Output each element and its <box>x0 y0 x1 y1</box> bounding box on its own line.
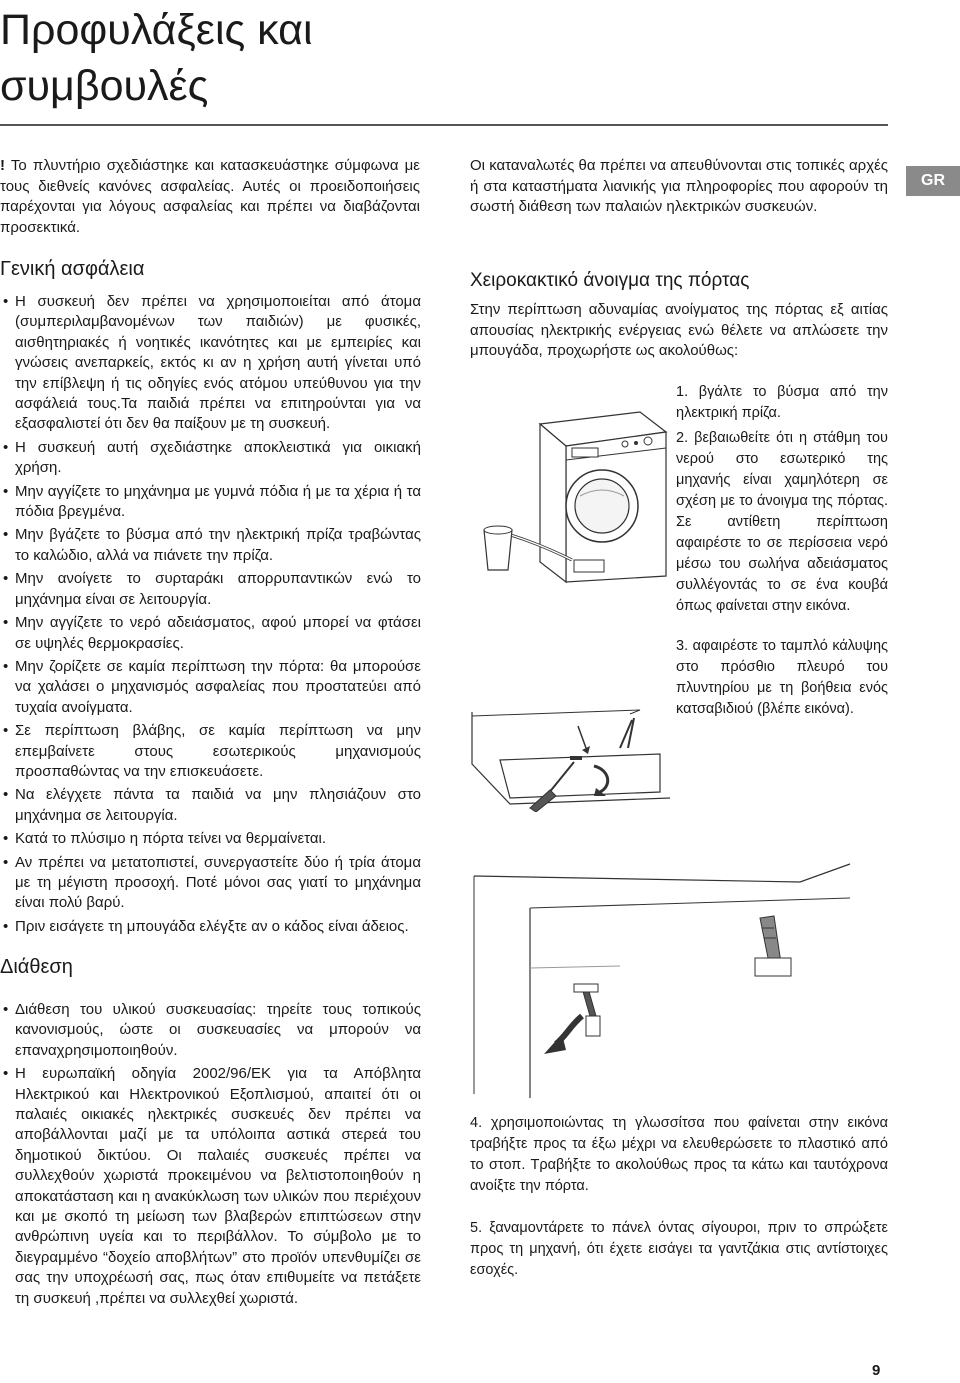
bullet-icon: • <box>3 830 9 848</box>
warning-mark: ! <box>0 157 5 174</box>
consumer-note: Οι καταναλωτές θα πρέπει να απευθύνονται στις τοπικές αρχές ή στα καταστήματα λιανικής για πληροφορίες που αφορούν τη σωστή διάθεση των παλαιών ηλεκτρικών συσκευών. <box>470 157 888 215</box>
bullet-icon: • <box>3 917 9 935</box>
list-item <box>3 657 421 718</box>
title-divider <box>0 124 888 126</box>
list-item <box>3 613 421 654</box>
list-item-text: Αν πρέπει να μετατοπιστεί, συνεργαστείτε δύο ή τρία άτομα με τη μέγιστη προσοχή. Ποτέ μόνοι σας γιατί το μηχάνημα είναι πολύ βαρύ. <box>15 853 421 912</box>
panel-removal-illustration <box>470 708 670 812</box>
list-item-text: Κατά το πλύσιμο η πόρτα τείνει να θερμαίνεται. <box>15 830 327 848</box>
page-title: Προφυλάξεις και συμβουλές <box>0 6 313 110</box>
bullet-icon: • <box>3 438 9 456</box>
bullet-icon: • <box>3 1065 9 1083</box>
intro-paragraph <box>0 156 420 238</box>
list-item <box>3 1000 421 1061</box>
list-item <box>3 482 421 523</box>
list-item-text: Σε περίπτωση βλάβης, σε καμία περίπτωση να μην επεμβαίνετε στους εσωτερικούς μηχανισμούς προσπαθώντας να την επισκευάσετε. <box>15 722 421 780</box>
list-item-text: Η ευρωπαϊκή οδηγία 2002/96/ΕΚ για τα Απόβλητα Ηλεκτρικού και Ηλεκτρονικού Εξοπλισμού, απαιτεί ότι οι παλαιές οικιακές ηλεκτρικές συσκευές δεν πρέπει να αποβάλλονται μαζί με τα υπόλοιπα αστικά στερεά του δημοτικού δικτύου. Οι παλαιές συσκευές πρέπει να συλλεχθούν χωριστά προκειμένου να βελτιστοποιηθούν η αποκατάσταση και η ανακύκλωση των υλικών που περιέχουν και με σκοπό τη μείωση των βλαβερών επιπτώσεων στην ανθρώπινη υγεία και το περιβάλλον. Το σύμβολο με το διεγραμμένο “δοχείο αποβλήτων” στο προϊόν υπενθυμίζει σε σας την υποχρέωσή σας, πως όταν επιθυμείτε να πετάξετε τη συσκευή ,πρέπει να συλλεχθεί χωριστά. <box>15 1065 421 1307</box>
bullet-icon: • <box>3 293 9 310</box>
step-1: 1. βγάλτε το βύσμα από την ηλεκτρική πρίζα. <box>676 384 888 421</box>
bullet-icon: • <box>3 614 9 632</box>
list-item <box>3 1064 421 1309</box>
heading-disposal: Διάθεση <box>0 956 73 978</box>
intro-text: Το πλυντήριο σχεδιάστηκε και κατασκευάστηκε σύμφωνα με τους διεθνείς κανόνες ασφαλείας. Αυτές οι προειδοποιήσεις παρέχονται για λόγους ασφαλείας και πρέπει να διαβάζονται προσεκτικά. <box>0 157 420 236</box>
list-item <box>3 438 421 479</box>
step-4: 4. χρησιμοποιώντας τη γλωσσίτσα που φαίνεται στην εικόνα τραβήξτε προς τα έξω μέχρι να ελευθερώσετε το πλαστικό από το στοπ. Τραβήξτε το ακολούθως προς τα κάτω και ταυτόχρονα ανοίξτε την πόρτα. <box>470 1115 888 1194</box>
list-item <box>3 829 421 849</box>
list-item-text: Διάθεση του υλικού συσκευασίας: τηρείτε τους τοπικούς κανονισμούς, ώστε οι συσκευασίες να μπορούν να επαναχρησιμοποιηθούν. <box>15 1001 421 1059</box>
list-item-text: Η συσκευή αυτή σχεδιάστηκε αποκλειστικά για οικιακή χρήση. <box>15 438 421 477</box>
list-item-text: Η συσκευή δεν πρέπει να χρησιμοποιείται από άτομα (συμπεριλαμβανομένων των παιδιών) με φυσικές, αισθητηριακές ή νοητικές ικανότητες και με εμπειρίες και γνώσεις ανεπαρκείς, εκτός κι αν η χρήση αυτή γίνεται υπό την επίβλεψη ή τις οδηγίες ενός ατόμου υπεύθυνου για την ασφάλειά τους.Τα παιδιά πρέπει να επιτηρούνται για να εξασφαλιστεί ότι δεν θα παίξουν με τη συσκευή. <box>15 293 421 433</box>
list-item <box>3 917 421 937</box>
step-2: 2. βεβαιωθείτε ότι η στάθμη του νερού στο εσωτερικό της μηχανής είναι χαμηλότερη σε σχέση με το άνοιγμα της πόρτας. Σε αντίθετη περίπτωση αφαιρέστε το σε περίσσεια νερό μέσω του σωλήνα αδειάσματος συλλέγοντάς το σε ένα κουβά όπως φαίνεται στην εικόνα. <box>676 430 888 614</box>
washer-drain-illustration <box>470 384 670 584</box>
step-3: 3. αφαιρέστε το ταμπλό κάλυψης στο πρόσθιο πλευρό του πλυντηρίου με τη βοήθεια ενός κατσαβιδιού (βλέπε εικόνα). <box>676 638 888 717</box>
list-item-text: Μην βγάζετε το βύσμα από την ηλεκτρική πρίζα τραβώντας το καλώδιο, αλλά να πιάνετε την πρίζα. <box>15 526 421 564</box>
list-item <box>3 785 421 826</box>
bullet-icon: • <box>3 482 9 500</box>
disposal-list <box>3 1000 421 1312</box>
general-safety-list <box>3 292 421 940</box>
list-item-text: Μην αγγίζετε το μηχάνημα με γυμνά πόδια ή με τα χέρια ή τα πόδια βρεγμένα. <box>15 482 421 521</box>
list-item-text: Μην αγγίζετε το νερό αδειάσματος, αφού μπορεί να φτάσει σε υψηλές θερμοκρασίες. <box>15 614 421 652</box>
list-item-text: Μην ανοίγετε το συρταράκι απορρυπαντικών ενώ το μηχάνημα είναι σε λειτουργία. <box>15 570 421 608</box>
page-number: 9 <box>872 1362 881 1379</box>
list-item <box>3 525 421 566</box>
heading-manual-door: Χειροκακτικό άνοιγμα της πόρτας <box>470 270 750 291</box>
list-item <box>3 853 421 914</box>
heading-general-safety: Γενική ασφάλεια <box>0 258 145 280</box>
bullet-icon: • <box>3 722 9 740</box>
list-item <box>3 292 421 435</box>
bullet-icon: • <box>3 570 9 588</box>
step-5: 5. ξαναμοντάρετε το πάνελ όντας σίγουροι, πριν το σπρώξετε προς τη μηχανή, ότι έχετε εισάγει τα γαντζάκια στις αντίστοιχες εσοχές. <box>470 1220 888 1278</box>
bullet-icon: • <box>3 526 9 544</box>
bullet-icon: • <box>3 1001 9 1018</box>
door-release-tab-illustration <box>470 858 890 1098</box>
manual-door-intro: Στην περίπτωση αδυναμίας ανοίγματος της πόρτας εξ αιτίας απουσίας ηλεκτρικής ενέργειας ενώ θέλετε να απλώσετε την μπουγάδα, προχωρήστε ως ακολούθως: <box>470 301 888 359</box>
list-item <box>3 569 421 610</box>
list-item-text: Μην ζορίζετε σε καμία περίπτωση την πόρτα: θα μπορούσε να χαλάσει ο μηχανισμός ασφαλείας που προστατεύει από τυχαία ανοίγματα. <box>15 657 421 716</box>
bullet-icon: • <box>3 853 9 871</box>
bullet-icon: • <box>3 657 9 675</box>
list-item <box>3 721 421 782</box>
list-item-text: Να ελέγχετε πάντα τα παιδιά να μην πλησιάζουν στο μηχάνημα σε λειτουργία. <box>15 786 421 824</box>
list-item-text: Πριν εισάγετε τη μπουγάδα ελέγξτε αν ο κάδος είναι άδειος. <box>15 917 409 935</box>
bullet-icon: • <box>3 786 9 804</box>
language-badge: GR <box>906 166 960 196</box>
